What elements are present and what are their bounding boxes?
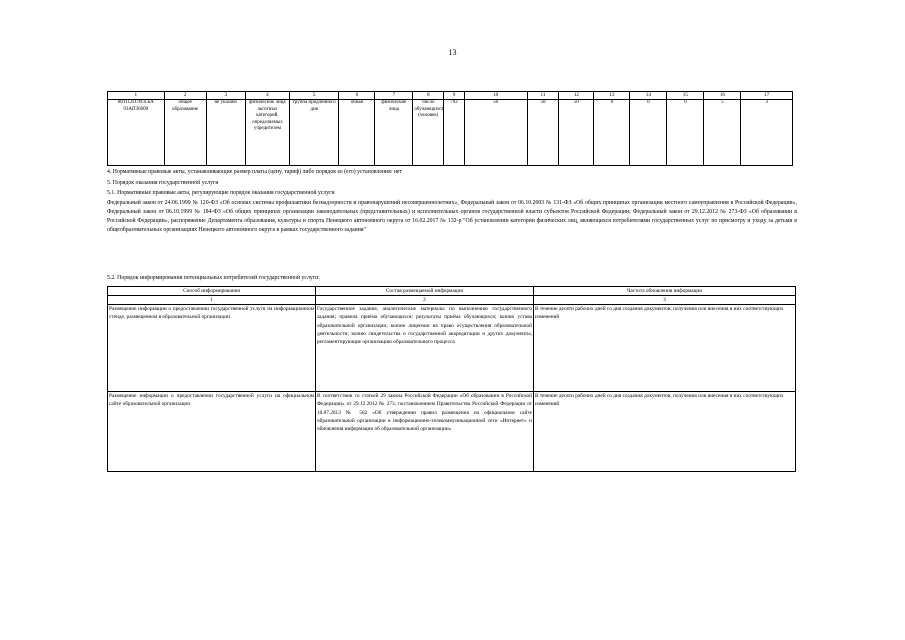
table-cell: число обучающихся (человек): [413, 100, 444, 166]
header-cell: 13: [594, 92, 630, 100]
table-cell: общее образование: [164, 100, 206, 166]
table-cell: группа продленного дня: [290, 100, 339, 166]
table-cell: 792: [444, 100, 465, 166]
header-cell: Состав размещаемой информации: [316, 287, 534, 296]
table-row: [108, 305, 796, 392]
header-cell: 14: [630, 92, 667, 100]
header-cell: 10: [464, 92, 527, 100]
table-row: [108, 392, 796, 472]
table-cell: 5: [704, 100, 741, 166]
header-cell: 17: [741, 92, 793, 100]
header-cell: 8: [413, 92, 444, 100]
content-cell: Государственное задание, аналитические материалы по выполнению государственного задания; правила приёма обучающихся; результаты приёма обучающихся; копию устава образовательной организации; копию лицензии на право осуществления образовательной деятельности; копию свидетельства о государственной аккредитации и других документы, регламентирующие организацию образовательного процесса: [316, 305, 534, 392]
header-cell: 15: [667, 92, 704, 100]
header-cell: 1: [108, 92, 165, 100]
table-cell: физические лица льготных категорий, определяемых учредителем: [245, 100, 289, 166]
indicators-table: [107, 91, 793, 166]
informing-procedure-heading: 5.2. Порядок информирования потенциальных потребителей государственной услуги:: [107, 275, 320, 281]
header-cell: Частота обновления информации: [534, 287, 796, 296]
table-cell: 0: [630, 100, 667, 166]
table-cell: 50: [559, 100, 594, 166]
table-cell: очная: [339, 100, 375, 166]
header-cell: 7: [375, 92, 413, 100]
column-number-cell: 3: [534, 296, 796, 305]
table-cell: 0: [594, 100, 630, 166]
informing-table: [107, 286, 796, 472]
header-cell: 3: [206, 92, 245, 100]
regulatory-acts-heading: 5.1. Нормативные правовые акты, регулирующие порядок оказания государственной услуги: [107, 190, 335, 196]
regulatory-acts-list: Федеральный закон от 24.06.1999 № 120-ФЗ «Об основах системы профилактики безнадзорности и правонарушений несовершеннолетних», Федеральный закон от 06.10.2003 № 131-ФЗ «Об общих принципах организации местного самоуправления в Российской Федерации», Федеральный закон от 06.10.1999 № 184-ФЗ «Об общих принципах организации законодательных (представительных) и исполнительных органов государственной власти субъектов Российской Федерации; Федеральный закон от 29.12.2012 № 273-ФЗ «Об образовании в Российской Федерации», распоряжение Департамента образования, культуры и спорта Ненецкого автономного округа от 16.02.2017 № 132-р "Об установлении категории физических лиц, являющихся потребителями государственных услуг по присмотру и уходу за детьми в общеобразовательных организациях Ненецкого автономного округа в рамках государственного задания": [107, 200, 797, 233]
table-cell: 0: [667, 100, 704, 166]
header-cell: 5: [290, 92, 339, 100]
table-cell: не указано: [206, 100, 245, 166]
frequency-cell: В течение десяти рабочих дней со дня создания документов, получения или внесения в них соответствующих изменений: [534, 305, 796, 392]
registry-code-cell: 801112О.99.0.БА 93АП36000: [108, 100, 165, 166]
content-cell: В соответствии со статьей 29 закона Российской Федерации «Об образовании в Российской Федерации» от 29.12.2012 № 273, постановлением Правительства Российской Федерации от 10.07.2013 № 582 «Об утверждении правил размещения на официальном сайте образовательной организации в информационно-телекоммуникационной сети «Интернет» и обновления информации об образовательной организации»: [316, 392, 534, 472]
header-cell: 11: [527, 92, 559, 100]
header-cell: 4: [245, 92, 289, 100]
header-cell: Способ информирования: [108, 287, 316, 296]
frequency-cell: В течение десяти рабочих дней со дня создания документов, получения или внесения в них соответствующих изменений: [534, 392, 796, 472]
header-cell: 12: [559, 92, 594, 100]
table-cell: 3: [741, 100, 793, 166]
table-cell: 50: [527, 100, 559, 166]
fee-acts-paragraph: 4. Нормативные правовые акты, устанавливающие размер платы (цену, тариф) либо порядок ее (его) установления: нет: [107, 169, 403, 175]
table-cell: 50: [464, 100, 527, 166]
informing-number-row: [108, 296, 796, 305]
column-number-cell: 1: [108, 296, 316, 305]
service-procedure-heading: 5. Порядок оказания государственной услуги: [107, 180, 219, 186]
header-cell: 6: [339, 92, 375, 100]
informing-header-row: [108, 287, 796, 296]
table-cell: физические лица: [375, 100, 413, 166]
method-cell: Размещение информации о предоставлении государственной услуги на информационном стенде, размещенном в образовательной организации: [108, 305, 316, 392]
table-row: [108, 100, 793, 166]
header-cell: 9: [444, 92, 465, 100]
column-number-cell: 2: [316, 296, 534, 305]
header-cell: 16: [704, 92, 741, 100]
page-number: 13: [448, 48, 457, 57]
indicators-header-row: [108, 92, 793, 100]
method-cell: Размещение информации о предоставлении государственной услуги на официальном сайте образовательной организации: [108, 392, 316, 472]
header-cell: 2: [164, 92, 206, 100]
